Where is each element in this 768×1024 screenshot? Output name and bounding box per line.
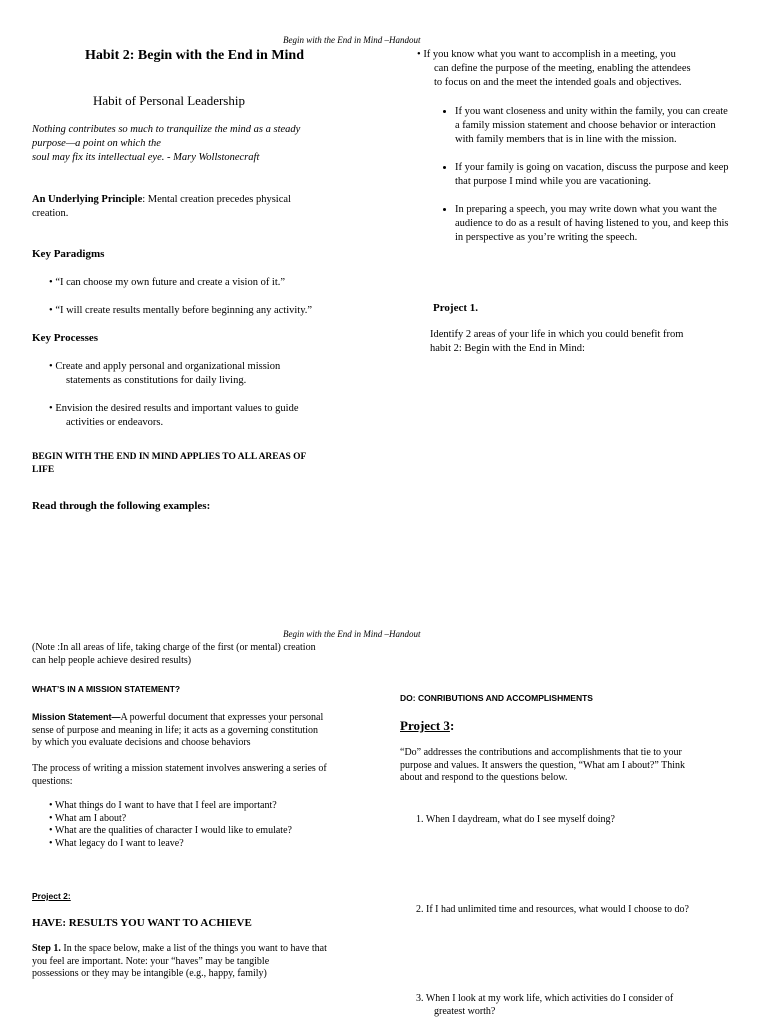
step-1: Step 1. In the space below, make a list of the things you want to have that you feel are important. Note: your “haves” may be tangible possessions or they may be intangible (e.g., happy, family) — [32, 943, 327, 979]
mission-heading: WHAT’S IN A MISSION STATEMENT? — [32, 684, 181, 694]
quote: Nothing contributes so much to tranquilize the mind as a steady purpose—a point on which the soul may fix its intellectual eye. - Mary Wollstonecraft — [32, 124, 301, 163]
questions-list — [49, 800, 292, 850]
question-item: • What legacy do I want to leave? — [49, 837, 184, 849]
question-item: • What are the qualities of character I would like to emulate? — [49, 825, 292, 836]
example-item: • If you want closeness and unity within the family, you can create a family mission statement and choose behavior or interaction with family members that is in line with the mission. — [455, 105, 733, 147]
do-heading: DO: CONRIBUTIONS AND ACCOMPLISHMENTS — [400, 693, 593, 703]
example-item: • If your family is going on vacation, discuss the purpose and keep that purpose I mind while you are vacationing. — [455, 161, 733, 189]
question-2: 2. If I had unlimited time and resources, what would I choose to do? — [416, 904, 689, 915]
note: (Note :In all areas of life, taking charge of the first (or mental) creation can help people achieve desired results) — [32, 642, 316, 666]
question-1: 1. When I daydream, what do I see myself doing? — [416, 814, 615, 825]
applies-heading: BEGIN WITH THE END IN MIND APPLIES TO ALL AREAS OF LIFE — [32, 452, 307, 475]
question-3: 3. When I look at my work life, which activities do I consider of greatest worth? — [416, 993, 674, 1017]
page-header: Begin with the End in Mind –Handout — [283, 35, 421, 45]
examples-list — [433, 105, 733, 259]
paradigm-item: • “I will create results mentally before beginning any activity.” — [49, 305, 313, 316]
project-3-heading: Project 3: — [400, 718, 455, 733]
project-1-text: Identify 2 areas of your life in which you could benefit from habit 2: Begin with the End in Mind: — [430, 329, 684, 354]
page-subtitle: Habit of Personal Leadership — [93, 93, 245, 108]
example-item: • In preparing a speech, you may write down what you want the audience to do as a result of having listened to you, and keep this in perspective as you’re writing the speech. — [455, 203, 733, 245]
mission-process: The process of writing a mission statement involves answering a series of questions: — [32, 763, 327, 787]
key-processes-heading: Key Processes — [32, 332, 99, 344]
question-item: • What am I about? — [49, 812, 127, 824]
process-item: • Create and apply personal and organizational mission statements as constitutions for daily living. — [49, 361, 281, 386]
page-header: Begin with the End in Mind –Handout — [283, 629, 421, 639]
read-through: Read through the following examples: — [32, 500, 211, 512]
paradigm-item: • “I can choose my own future and create a vision of it.” — [49, 277, 286, 288]
meeting-example: • If you know what you want to accomplish in a meeting, you can define the purpose of the meeting, enabling the attendees to focus on and the meet the intended goals and objectives. — [417, 49, 691, 88]
mission-statement: Mission Statement—A powerful document that expresses your personal sense of purpose and meaning in life; it acts as a governing constitution by which you evaluate decisions and choose behaviors — [32, 712, 324, 748]
underlying-principle: An Underlying Principle: Mental creation precedes physical creation. — [32, 194, 291, 219]
page-title: Habit 2: Begin with the End in Mind — [85, 48, 304, 63]
key-paradigms-heading: Key Paradigms — [32, 248, 105, 260]
project-1-heading: Project 1. — [433, 302, 478, 314]
project-2-heading: Project 2: — [32, 891, 71, 901]
question-item: • What things do I want to have that I feel are important? — [49, 800, 277, 811]
process-item: • Envision the desired results and important values to guide activities or endeavors. — [49, 403, 299, 428]
do-text: “Do” addresses the contributions and accomplishments that tie to your purpose and values. It answers the question, “What am I about?” Think about and respond to the questions below. — [400, 747, 686, 783]
have-heading: HAVE: RESULTS YOU WANT TO ACHIEVE — [32, 917, 252, 929]
